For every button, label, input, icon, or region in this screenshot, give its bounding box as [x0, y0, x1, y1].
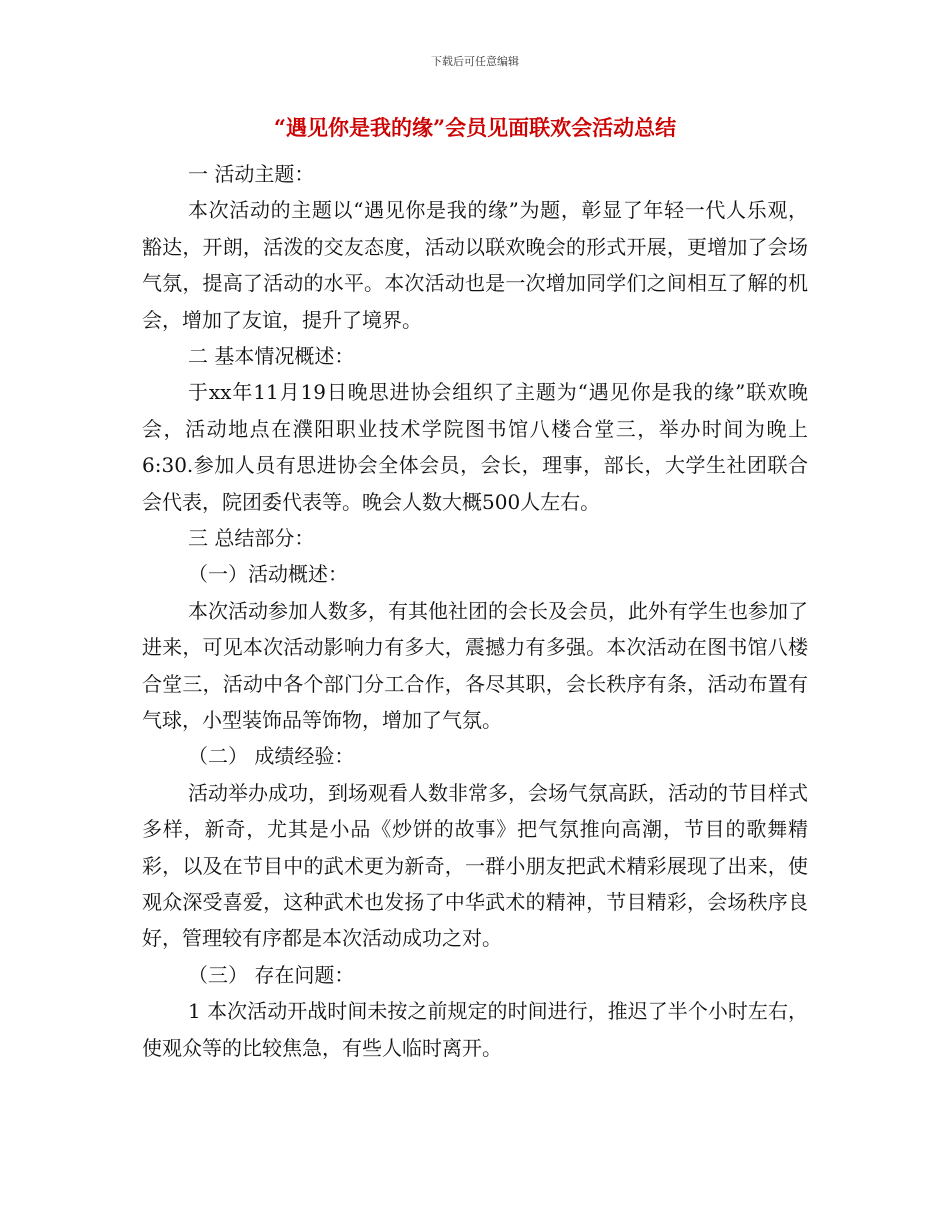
section-heading-summary: 三 总结部分：	[188, 526, 315, 551]
subheading-achievements: （二） 成绩经验：	[188, 744, 355, 769]
paragraph-activity-overview: 本次活动参加人数多，有其他社团的会长及会员，此外有学生也参加了进来，可见本次活动影响力有多大，震撼力有多强。本次活动在图书馆八楼合堂三，活动中各个部门分工合作，各尽其职，会长秩序有条，活动布置有气球，小型装饰品等饰物，增加了气氛。	[142, 598, 808, 733]
document-body	[142, 156, 808, 1066]
paragraph-theme: 本次活动的主题以“遇见你是我的缘”为题，彰显了年轻一代人乐观，豁达，开朗，活泼的交友态度，活动以联欢晚会的形式开展，更增加了会场气氛，提高了活动的水平。本次活动也是一次增加同学们之间相互了解的机会，增加了友谊，提升了境界。	[142, 198, 808, 332]
section-heading-theme: 一 活动主题：	[188, 162, 315, 186]
paragraph-overview: 于xx年11月19日晚思进协会组织了主题为“遇见你是我的缘”联欢晚会，活动地点在濮阳职业技术学院图书馆八楼合堂三，举办时间为晚上6:30.参加人员有思进协会全体会员，会长，理事，部长，大学生社团联合会代表，院团委代表等。晚会人数大概500人左右。	[142, 380, 808, 514]
header-note: 下载后可任意编辑	[431, 55, 519, 68]
document-title: “遇见你是我的缘”会员见面联欢会活动总结	[273, 115, 677, 140]
paragraph-problems: 1 本次活动开战时间未按之前规定的时间进行，推迟了半个小时左右，使观众等的比较焦急，有些人临时离开。	[142, 999, 808, 1060]
subheading-problems: （三） 存在问题：	[188, 962, 355, 987]
paragraph-achievements: 活动举办成功，到场观看人数非常多，会场气氛高跃，活动的节目样式多样，新奇，尤其是小品《炒饼的故事》把气氛推向高潮，节目的歌舞精彩，以及在节目中的武术更为新奇，一群小朋友把武术精彩展现了出来，使观众深受喜爱，这种武术也发扬了中华武术的精神，节目精彩，会场秩序良好，管理较有序都是本次活动成功之对。	[142, 780, 808, 951]
subheading-activity-overview: （一）活动概述：	[188, 562, 348, 587]
section-heading-overview: 二 基本情况概述：	[188, 344, 355, 369]
